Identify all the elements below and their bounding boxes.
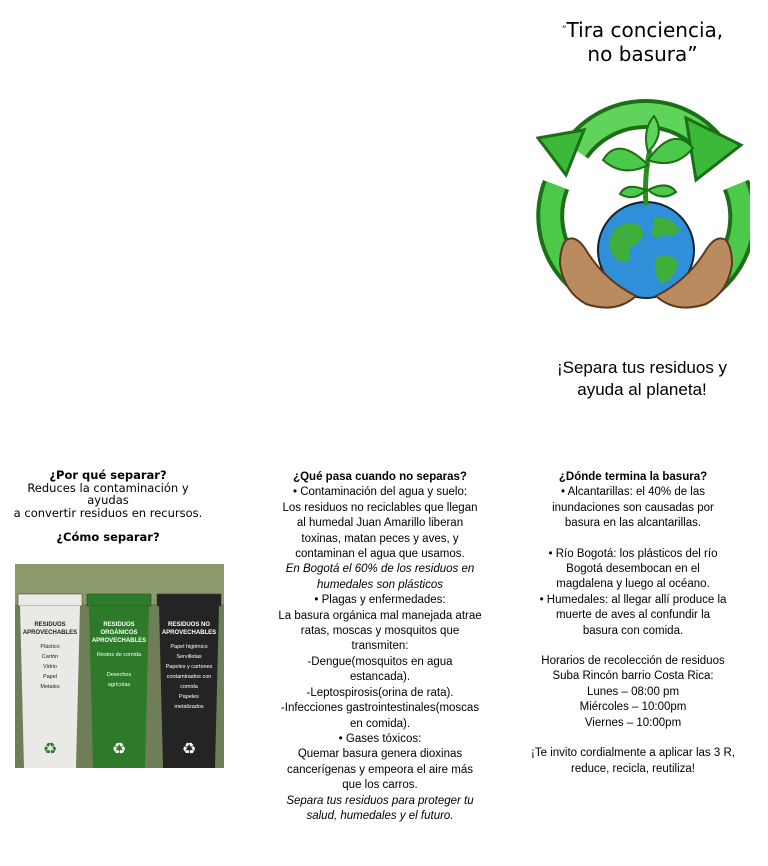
what-line: ratas, moscas y mosquitos que (300, 625, 460, 638)
where-line: Horarios de recolección de residuos (541, 655, 725, 668)
what-line: que los carros. (342, 779, 418, 792)
bin-item: Desechos (106, 672, 132, 678)
where-line: Lunes – 08:00 pm (586, 685, 680, 698)
where-line: • Alcantarillas: el 40% de las (526, 485, 740, 500)
why-separate-section (10, 469, 206, 544)
waste-bin (157, 594, 221, 768)
bin-item: Servilletas (176, 654, 202, 660)
bin-lid (18, 594, 82, 606)
where-line: reduce, recicla, reutiliza! (571, 762, 695, 775)
what-line: toxinas, matan peces y aves, y (301, 532, 459, 545)
why-line-2: ayudas (87, 493, 129, 508)
recycle-icon: ♻ (181, 739, 197, 758)
slogan-line-2: ayuda al planeta! (577, 380, 707, 399)
where-line: • Humedales: al llegar allí produce la (526, 593, 740, 608)
what-line: La basura orgánica mal manejada atrae (278, 609, 482, 622)
waste-bin (18, 594, 82, 768)
why-line-3: a convertir residuos en recursos. (13, 505, 203, 520)
bin-title: RESIDUOS (103, 622, 135, 628)
what-line: contaminan el agua que usamos. (295, 548, 465, 561)
how-heading: ¿Cómo separar? (56, 530, 160, 545)
where-line (526, 532, 740, 547)
what-line: humedales son plásticos (317, 578, 443, 591)
what-line: Quemar basura genera dioxinas (297, 748, 463, 761)
bin-item: Restos de comida (96, 652, 142, 658)
bin-item: agrícolas (107, 682, 131, 688)
what-happens-section (272, 470, 488, 824)
what-heading: ¿Qué pasa cuando no separas? (293, 471, 467, 483)
bin-item: metalizados (174, 704, 204, 710)
where-line: basura con comida. (582, 624, 684, 637)
waste-bins-image (15, 564, 224, 768)
recycle-icon: ♻ (111, 739, 127, 758)
what-line: en comida). (349, 717, 411, 730)
where-ends-section (526, 470, 740, 777)
what-line: salud, humedales y el futuro. (306, 809, 454, 822)
title-open-quote: “ (561, 25, 567, 35)
bin-item: Papeles (179, 694, 199, 700)
bin-lid (157, 594, 221, 606)
recycle-icon: ♻ (42, 739, 58, 758)
waste-bin (87, 594, 151, 768)
bin-item: Papeles y cartones (165, 664, 213, 670)
where-line: Miércoles – 10:00pm (579, 701, 687, 714)
bin-item: comida (180, 684, 198, 690)
where-line: Suba Rincón barrio Costa Rica: (552, 670, 714, 683)
bin-item: contaminados con (166, 674, 212, 680)
recycle-earth-logo (536, 90, 750, 316)
where-line (526, 639, 740, 654)
bin-title: ORGÁNICOS (100, 630, 138, 636)
where-line: basura en las alcantarillas. (564, 517, 702, 530)
bin-item: Metales (40, 684, 60, 690)
where-line (526, 731, 740, 746)
where-line: magdalena y luego al océano. (556, 578, 710, 591)
what-line: En Bogotá el 60% de los residuos en (285, 563, 475, 576)
where-heading: ¿Dónde termina la basura? (558, 471, 708, 483)
where-line: inundaciones son causadas por (552, 501, 714, 514)
what-line: • Gases tóxicos: (272, 732, 488, 747)
bin-lid (87, 594, 151, 606)
bin-item: Papel higiénico (170, 644, 208, 650)
why-heading: ¿Por qué separar? (49, 468, 167, 482)
what-line: cancerígenas y empeora el aire más (286, 763, 473, 776)
what-body (272, 485, 488, 824)
bin-item: Cartón (41, 654, 59, 660)
where-line: muerte de aves al confundir la (555, 609, 711, 622)
bin-title: APROVECHABLES (22, 630, 78, 636)
what-line: Separa tus residuos para proteger tu (286, 794, 474, 807)
bin-item: Papel (42, 674, 58, 680)
what-line: -Leptospirosis(orina de rata). (306, 686, 454, 699)
slogan (548, 357, 736, 401)
where-line: • Río Bogotá: los plásticos del río (526, 547, 740, 562)
where-body (526, 485, 740, 777)
what-line: estancada). (349, 671, 411, 684)
where-line: Viernes – 10:00pm (584, 716, 682, 729)
what-line: -Infecciones gastrointestinales(moscas (280, 702, 480, 715)
title-line-2: no basura” (587, 42, 698, 66)
what-line: al humedal Juan Amarillo liberan (296, 517, 464, 530)
what-line: Los residuos no reciclables que llegan (282, 501, 478, 514)
slogan-line-1: ¡Separa tus residuos y (556, 358, 728, 377)
bin-title: APROVECHABLES (91, 638, 147, 644)
bin-title: RESIDUOS (34, 622, 66, 628)
where-line: Bogotá desembocan en el (566, 563, 700, 576)
title-line-1: Tira conciencia, (566, 18, 724, 42)
bin-item: Plástico (40, 644, 60, 650)
what-line: transmiten: (351, 640, 409, 653)
why-line-1: Reduces la contaminación y (27, 480, 189, 495)
where-line: ¡Te invito cordialmente a aplicar las 3 R, (531, 747, 735, 760)
bin-item: Vidrio (43, 664, 57, 670)
what-line: -Dengue(mosquitos en agua (307, 655, 453, 668)
what-line: • Plagas y enfermedades: (272, 593, 488, 608)
bin-title: APROVECHABLES (161, 630, 217, 636)
what-line: • Contaminación del agua y suelo: (272, 485, 488, 500)
brochure-title (540, 18, 745, 66)
bin-title: RESIDUOS NO (167, 622, 211, 628)
